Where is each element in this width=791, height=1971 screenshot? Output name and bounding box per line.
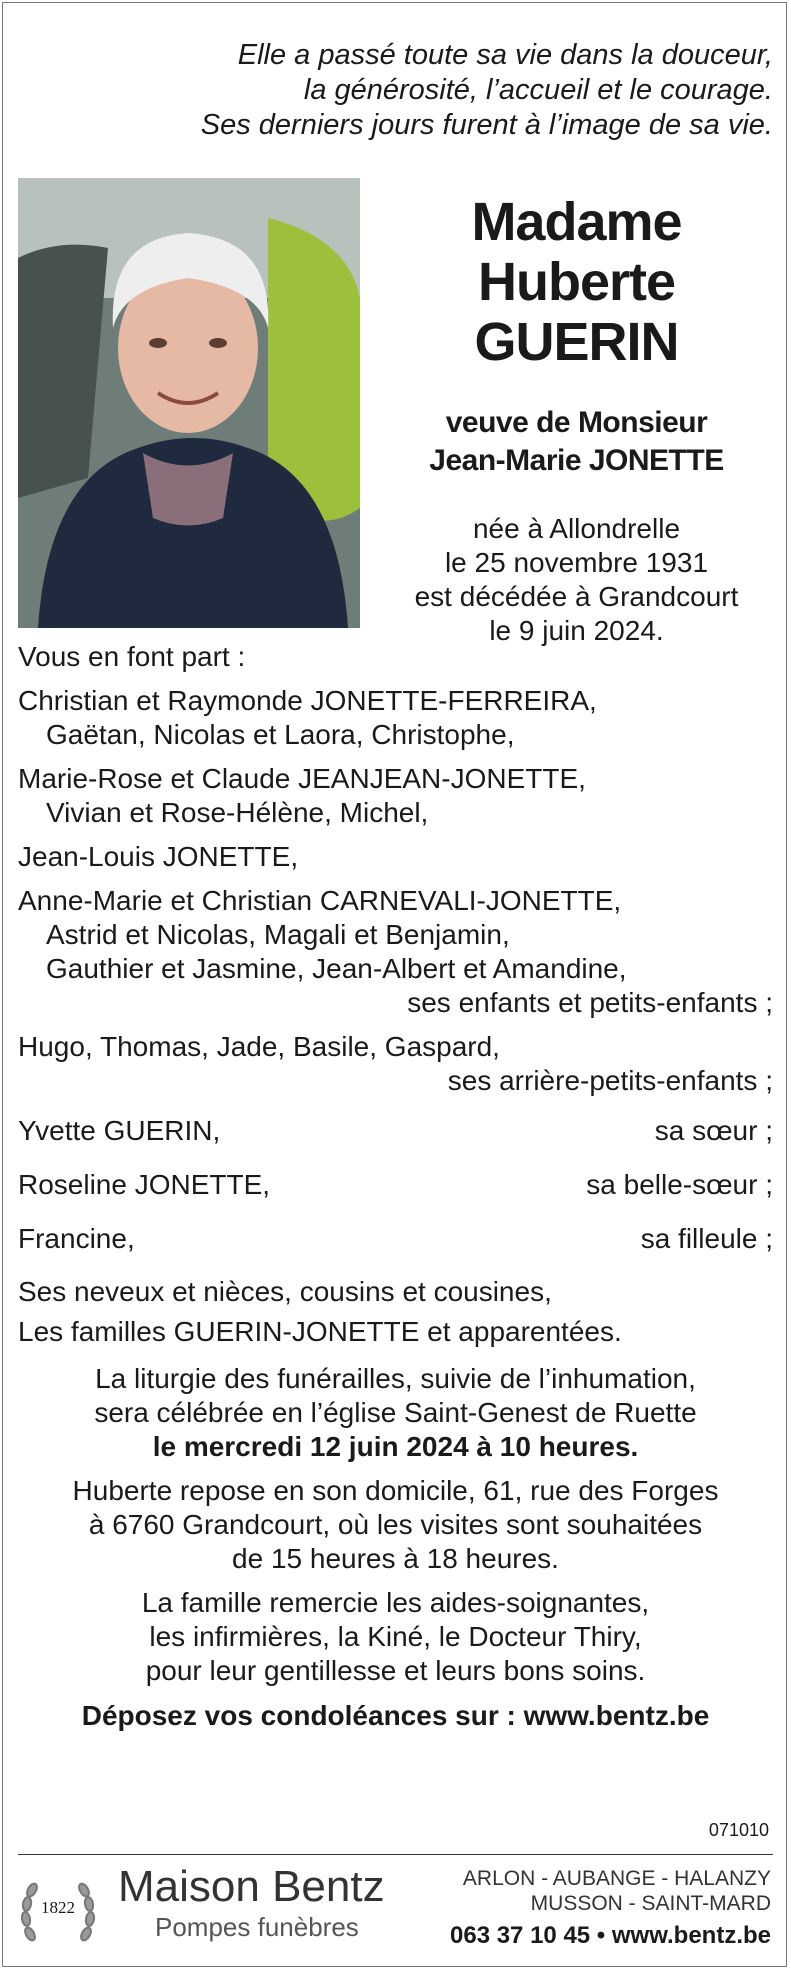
family-group	[18, 684, 773, 752]
visit-line: Huberte repose en son domicile, 61, rue des Forges	[72, 1475, 719, 1506]
condolences-link[interactable]: Déposez vos condoléances sur : www.bentz.be	[81, 1700, 710, 1731]
family-members: Gauthier et Jasmine, Jean-Albert et Amandine,	[46, 953, 627, 984]
date-line: est décédée à Grandcourt	[414, 581, 739, 612]
birth-death-dates	[380, 512, 773, 648]
announcement-body	[18, 640, 773, 1734]
honorific: Madame	[471, 192, 682, 252]
contact-info[interactable]: 063 37 10 45 • www.bentz.be	[450, 1922, 771, 1949]
intro: Vous en font part :	[18, 641, 246, 672]
deceased-name: Huberte GUERIN	[474, 252, 679, 372]
family-members: Astrid et Nicolas, Magali et Benjamin,	[46, 919, 510, 950]
quote-line: Ses derniers jours furent à l’image de sa vie.	[200, 109, 773, 141]
relative-name: Yvette GUERIN,	[18, 1115, 221, 1146]
great-grandchildren-label: ses arrière-petits-enfants ;	[447, 1065, 773, 1096]
family-members: Gaëtan, Nicolas et Laora, Christophe,	[46, 719, 515, 750]
extended-line: Ses neveux et nièces, cousins et cousines,	[18, 1276, 552, 1307]
relative-relation: sa sœur ;	[654, 1115, 773, 1146]
great-grandchildren-group	[18, 1030, 773, 1098]
relative-name: Roseline JONETTE,	[18, 1169, 271, 1200]
family-head: Christian et Raymonde JONETTE-FERREIRA,	[18, 685, 597, 716]
family-head: Jean-Louis JONETTE,	[18, 841, 299, 872]
liturgy-line: La liturgie des funérailles, suivie de l’inhumation,	[95, 1363, 696, 1394]
thanks-line: les infirmières, la Kiné, le Docteur Thiry,	[149, 1621, 642, 1652]
family-group	[18, 840, 773, 874]
footer-divider	[18, 1854, 773, 1855]
locations-line: ARLON - AUBANGE - HALANZY	[462, 1867, 771, 1890]
relative-name: Francine,	[18, 1223, 135, 1254]
locations-line: MUSSON - SAINT-MARD	[530, 1892, 771, 1915]
thanks-line: pour leur gentillesse et leurs bons soins.	[145, 1655, 646, 1686]
thanks-message	[18, 1586, 773, 1688]
reference-number: 071010	[708, 1820, 769, 1840]
visit-line: à 6760 Grandcourt, où les visites sont souhaitées	[88, 1509, 703, 1540]
widow-line: veuve de Monsieur	[445, 406, 708, 439]
visitation-info	[18, 1474, 773, 1576]
family-group	[18, 762, 773, 830]
brand-subtitle: Pompes funèbres	[155, 1912, 359, 1942]
relative-row	[18, 1222, 773, 1256]
quote-line: la générosité, l’accueil et le courage.	[303, 74, 773, 106]
relatives-list	[18, 1114, 773, 1256]
date-line: le 25 novembre 1931	[444, 547, 709, 578]
date-line: le 9 juin 2024.	[489, 615, 664, 646]
relative-relation: sa belle-sœur ;	[586, 1169, 773, 1200]
great-grandchildren: Hugo, Thomas, Jade, Basile, Gaspard,	[18, 1031, 500, 1062]
spouse-name: Jean-Marie JONETTE	[429, 444, 724, 477]
widow-of	[380, 404, 773, 480]
liturgy-date: le mercredi 12 juin 2024 à 10 heures.	[152, 1431, 639, 1462]
relative-relation: sa filleule ;	[640, 1223, 773, 1254]
opening-quote	[30, 38, 773, 143]
family-head: Marie-Rose et Claude JEANJEAN-JONETTE,	[18, 763, 586, 794]
extended-line: Les familles GUERIN-JONETTE et apparentées.	[18, 1316, 622, 1347]
laurel-seal-icon	[18, 1864, 98, 1954]
relative-row	[18, 1168, 773, 1202]
brand-name: Maison Bentz	[118, 1862, 385, 1911]
thanks-line: La famille remercie les aides-soignantes,	[141, 1587, 650, 1618]
portrait-illustration	[18, 178, 360, 628]
children-label: ses enfants et petits-enfants ;	[407, 987, 773, 1018]
date-line: née à Allondrelle	[472, 513, 681, 544]
deceased-header	[380, 192, 773, 648]
locations	[463, 1866, 771, 1916]
liturgy-line: sera célébrée en l’église Saint-Genest de Ruette	[94, 1397, 697, 1428]
quote-line: Elle a passé toute sa vie dans la douceur,	[237, 39, 773, 71]
extended-family	[18, 1272, 773, 1352]
visit-line: de 15 heures à 18 heures.	[232, 1543, 559, 1574]
family-group	[18, 884, 773, 986]
family-members: Vivian et Rose-Hélène, Michel,	[46, 797, 429, 828]
portrait-photo	[18, 178, 360, 628]
seal-year: 1822	[41, 1898, 75, 1917]
relative-row	[18, 1114, 773, 1148]
liturgy-info	[18, 1362, 773, 1464]
family-head: Anne-Marie et Christian CARNEVALI-JONETTE,	[18, 885, 622, 916]
